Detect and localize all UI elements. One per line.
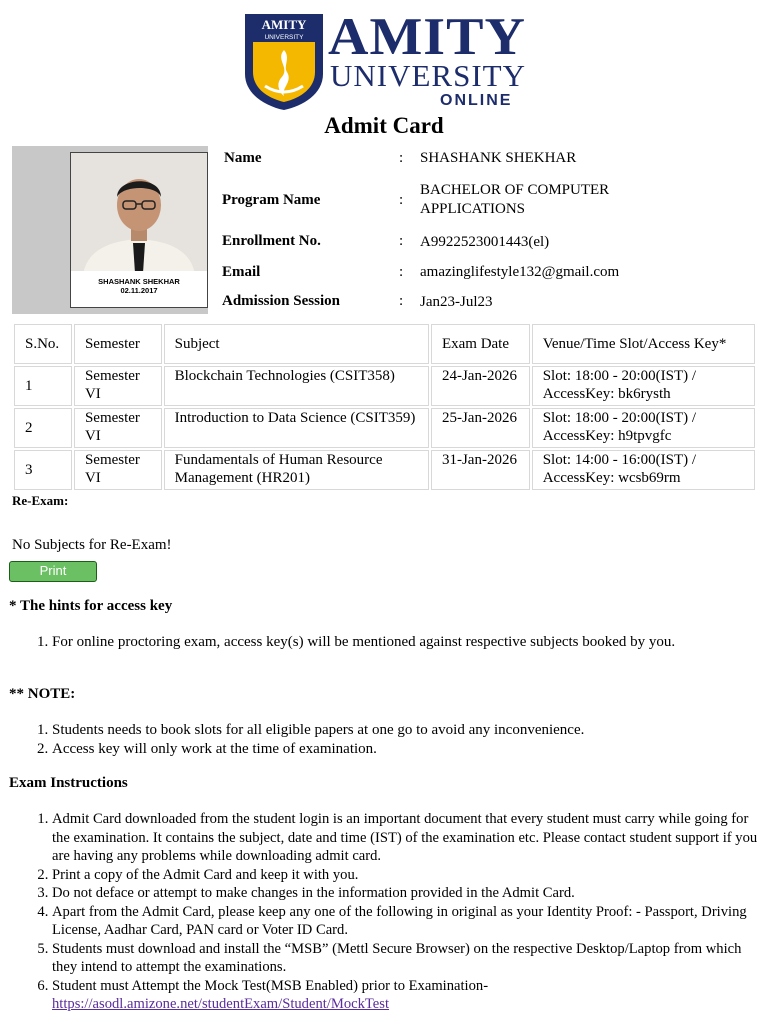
cell-sno: 2: [14, 408, 72, 448]
session-label: Admission Session: [222, 293, 340, 309]
hints-heading: * The hints for access key: [9, 598, 173, 614]
student-photo: [70, 152, 208, 308]
name-colon: :: [399, 150, 404, 166]
list-item: 1. Admit Card downloaded from the student login is an important document that every student must carry while going for the examination. It contains the subject, date and time (IST) of the examination etc. Please contact student support if you are having any problems while downloading admit card.: [52, 810, 766, 866]
program-colon: :: [399, 192, 404, 208]
list-item: 1. Students needs to book slots for all eligible papers at one go to avoid any inconvenience.: [52, 721, 768, 740]
enrollment-label: Enrollment No.: [222, 233, 321, 249]
header-exam-date: Exam Date: [431, 324, 530, 364]
reexam-label: Re-Exam:: [12, 493, 69, 508]
hints-list: [9, 633, 768, 652]
session-value: Jan23-Jul23: [420, 294, 493, 310]
page-title: Admit Card: [324, 113, 444, 138]
table-row: [14, 408, 755, 448]
print-button[interactable]: Print: [9, 561, 97, 582]
cell-semester: Semester VI: [74, 408, 162, 448]
mock-test-link[interactable]: https://asodl.amizone.net/studentExam/Student/MockTest: [52, 996, 390, 1012]
cell-venue: Slot: 18:00 - 20:00(IST) / AccessKey: h9tpvgfc: [532, 408, 755, 448]
session-colon: :: [399, 293, 404, 309]
name-label: Name: [224, 150, 262, 166]
name-value: SHASHANK SHEKHAR: [420, 150, 577, 166]
note-list: [9, 721, 768, 758]
cell-subject: Fundamentals of Human Resource Management (HR201): [164, 450, 429, 490]
enrollment-colon: :: [399, 233, 404, 249]
email-label: Email: [222, 264, 261, 280]
program-label: Program Name: [222, 192, 321, 208]
cell-venue: Slot: 14:00 - 16:00(IST) / AccessKey: wcsb69rm: [532, 450, 755, 490]
cell-exam-date: 24-Jan-2026: [431, 366, 530, 406]
note-heading: ** NOTE:: [9, 686, 76, 702]
logo-wordmark-university: UNIVERSITY: [330, 58, 526, 93]
reexam-message: No Subjects for Re-Exam!: [12, 537, 172, 553]
header-subject: Subject: [164, 324, 429, 364]
table-row: [14, 366, 755, 406]
list-item: 2. Access key will only work at the time of examination.: [52, 740, 768, 759]
cell-exam-date: 31-Jan-2026: [431, 450, 530, 490]
list-item: 1. For online proctoring exam, access key(s) will be mentioned against respective subjects booked by you.: [52, 633, 768, 652]
program-value: BACHELOR OF COMPUTER APPLICATIONS: [420, 182, 610, 217]
email-value: amazinglifestyle132@gmail.com: [420, 264, 620, 280]
header-venue: Venue/Time Slot/Access Key*: [532, 324, 755, 364]
logo-wordmark-amity: AMITY: [328, 7, 526, 67]
header-sno: S.No.: [14, 324, 72, 364]
svg-text:UNIVERSITY: UNIVERSITY: [264, 34, 304, 41]
instructions-heading: Exam Instructions: [9, 775, 128, 791]
cell-exam-date: 25-Jan-2026: [431, 408, 530, 448]
list-item: 5. Students must download and install the “MSB” (Mettl Secure Browser) on the respective Desktop/Laptop from which they intend to attempt the examinations.: [52, 940, 766, 977]
cell-semester: Semester VI: [74, 450, 162, 490]
list-item: 6. Student must Attempt the Mock Test(MSB Enabled) prior to Examination- https://asodl.amizone.net/studentExam/Student/MockTest: [52, 977, 766, 1014]
cell-semester: Semester VI: [74, 366, 162, 406]
header-semester: Semester: [74, 324, 162, 364]
cell-venue: Slot: 18:00 - 20:00(IST) / AccessKey: bk6rysth: [532, 366, 755, 406]
list-item: 2. Print a copy of the Admit Card and keep it with you.: [52, 866, 766, 885]
enrollment-value: A9922523001443(el): [420, 234, 550, 250]
list-item: 4. Apart from the Admit Card, please keep any one of the following in original as your Identity Proof: - Passport, Driving License, Aadhar Card, PAN card or Voter ID Card.: [52, 903, 766, 940]
photo-caption: SHASHANK SHEKHAR 02.11.2017: [98, 277, 180, 295]
svg-text:AMITY: AMITY: [261, 17, 307, 32]
exam-schedule-table: [12, 322, 757, 492]
cell-subject: Introduction to Data Science (CSIT359): [164, 408, 429, 448]
list-item: 3. Do not deface or attempt to make changes in the information provided in the Admit Card.: [52, 884, 766, 903]
table-header-row: [14, 324, 755, 364]
instructions-list: [9, 810, 766, 1014]
cell-subject: Blockchain Technologies (CSIT358): [164, 366, 429, 406]
table-row: [14, 450, 755, 490]
email-colon: :: [399, 264, 404, 280]
cell-sno: 3: [14, 450, 72, 490]
cell-sno: 1: [14, 366, 72, 406]
logo-wordmark-online: ONLINE: [440, 92, 513, 109]
